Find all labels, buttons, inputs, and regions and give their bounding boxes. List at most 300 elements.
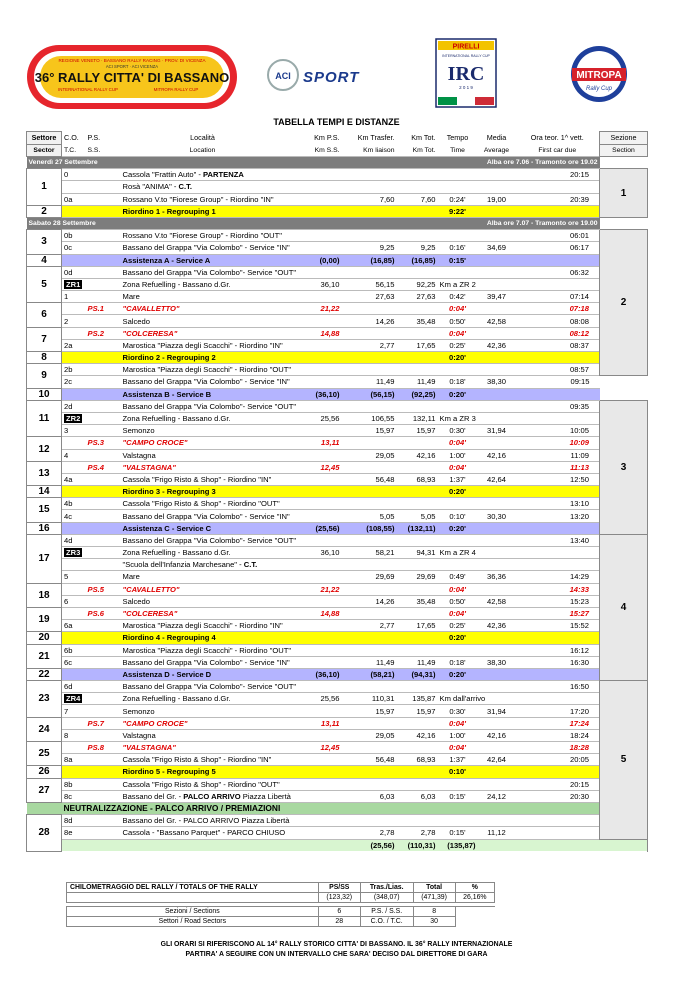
ps-cell: [86, 486, 121, 498]
sector-number: 5: [27, 266, 62, 303]
location-text: Bassano del Gr. - PALCO ARRIVO Piazza Libertà: [122, 816, 290, 826]
time-cell: 0:50': [438, 595, 478, 607]
col-header-first-car-en: First car due: [538, 146, 577, 154]
co-cell: 2: [62, 315, 86, 327]
km-ps-cell: [285, 486, 342, 498]
km-transfer-cell: [342, 766, 397, 778]
rally-totals-table: [66, 882, 495, 927]
time-cell: 1:37': [438, 473, 478, 485]
pirelli-brand: PIRELLI: [452, 43, 480, 51]
ps-cell: [86, 693, 121, 705]
location-text: "Scuola dell'Infanzia Marchesane" -: [122, 560, 244, 570]
average-cell: [478, 778, 516, 790]
ps-cell: [86, 266, 121, 278]
km-ps-cell: [285, 425, 342, 437]
co-cell: [62, 486, 86, 498]
average-cell: [478, 412, 516, 424]
km-total-cell: [397, 230, 438, 242]
footer-note-line1: GLI ORARI SI RIFERISCONO AL 14° RALLY STORICO CITTA' DI BASSANO. IL 36° RALLY INTERNAZIONALE: [160, 941, 513, 948]
location-text: Cassola "Frigo Risto & Shop" - Riordino "IN": [122, 474, 272, 484]
average-cell: 42,16: [478, 729, 516, 741]
km-total-cell: 35,48: [397, 315, 438, 327]
km-transfer-cell: [342, 742, 397, 754]
location-cell: [121, 278, 285, 290]
km-ps-cell: 14,88: [285, 327, 342, 339]
km-total-cell: 132,11: [397, 412, 438, 424]
aci-logo-text: SPORT: [303, 69, 360, 86]
km-ps-cell: [285, 754, 342, 766]
co-cell: 0a: [62, 193, 86, 205]
table-row: [27, 339, 648, 351]
km-ps-cell: [285, 193, 342, 205]
time-cell: 0:30': [438, 425, 478, 437]
location-text: Riordino 5 - Regrouping 5: [122, 767, 216, 777]
time-cell: Km dall'arrivo: [439, 694, 486, 704]
average-cell: [478, 522, 516, 534]
km-total-cell: 42,16: [397, 449, 438, 461]
location-cell: [121, 327, 285, 339]
location-cell: [121, 230, 285, 242]
location-cell: [121, 632, 285, 644]
section-number: 1: [600, 169, 648, 218]
bassano-logo-line1: REGIONE VENETO · BASSANO RALLY RACING · PROV. DI VICENZA: [58, 58, 206, 63]
km-ps-cell: [285, 315, 342, 327]
km-ps-cell: 21,22: [285, 583, 342, 595]
ps-cell: [86, 681, 121, 693]
location-cell: [121, 571, 285, 583]
ps-cell: [86, 766, 121, 778]
col-header-km-ps: Km P.S.: [314, 133, 340, 143]
table-row: [27, 717, 648, 729]
table-row: [27, 266, 648, 278]
co-cell: [62, 522, 86, 534]
location-cell: [121, 339, 285, 351]
ps-cell: PS.8: [86, 742, 121, 754]
ps-cell: [86, 595, 121, 607]
table-row: [27, 412, 648, 424]
location-cell: [121, 583, 285, 595]
first-car-cell: 10:05: [516, 425, 600, 437]
ps-cell: [86, 498, 121, 510]
km-total-cell: 135,87: [397, 693, 438, 705]
section-number: 3: [600, 400, 648, 534]
average-cell: [478, 766, 516, 778]
co-cell: 2c: [62, 376, 86, 388]
totals-head-transfer: Tras./Lias.: [360, 883, 413, 893]
km-ps-cell: 13,11: [285, 717, 342, 729]
co-cell: [62, 303, 86, 315]
totals-head-ps: PS/SS: [318, 883, 360, 893]
co-cell: 4d: [62, 534, 86, 546]
km-ps-cell: [285, 449, 342, 461]
average-cell: [478, 607, 516, 619]
time-cell: 0:25': [438, 339, 478, 351]
ps-cell: [86, 412, 121, 424]
col-header-sector: Settore: [27, 132, 62, 145]
location-cell: [121, 522, 285, 534]
location-cell: [121, 425, 285, 437]
table-row: [27, 522, 648, 534]
time-cell: [478, 839, 516, 851]
time-cell: [438, 534, 478, 546]
km-ps-cell: (25,56): [285, 522, 342, 534]
sector-number: 4: [27, 254, 62, 266]
km-total-cell: [397, 327, 438, 339]
ps-cell: [86, 400, 121, 412]
location-cell: [121, 766, 285, 778]
km-transfer-cell: (56,15): [342, 388, 397, 400]
km-ps-cell: (0,00): [285, 254, 342, 266]
time-cell: [438, 364, 478, 376]
table-row: [27, 437, 648, 449]
location-text: Bassano del Grappa "Via Colombo" - Service "IN": [122, 657, 290, 667]
location-cell: [121, 437, 285, 449]
km-transfer-cell: [342, 607, 397, 619]
first-car-cell: 20:15: [516, 169, 600, 181]
table-row: [27, 303, 648, 315]
km-total-cell: [397, 303, 438, 315]
ps-count-label: P.S. / S.S.: [360, 907, 413, 917]
location-text: Bassano del Grappa "Via Colombo"- Service "OUT": [122, 535, 297, 545]
average-cell: [478, 644, 516, 656]
sector-number: 11: [27, 400, 62, 437]
sector-number: 26: [27, 766, 62, 778]
location-text: "COLCERESA": [122, 609, 178, 619]
location-text: Semonzo: [122, 706, 155, 716]
ps-cell: [86, 790, 121, 802]
co-count-label: C.O. / T.C.: [360, 917, 413, 927]
km-total-cell: [397, 583, 438, 595]
average-cell: [478, 498, 516, 510]
section-number: 4: [600, 534, 648, 680]
km-transfer-cell: 14,26: [342, 315, 397, 327]
location-cell: [121, 668, 285, 680]
average-cell: [478, 400, 516, 412]
average-cell: [478, 205, 516, 217]
km-transfer-cell: [342, 486, 397, 498]
km-transfer-cell: [342, 230, 397, 242]
km-total-cell: [397, 181, 438, 193]
location-text: Assistenza A - Service A: [122, 255, 211, 265]
co-cell: 6b: [62, 644, 86, 656]
average-cell: [478, 717, 516, 729]
ps-cell: [86, 339, 121, 351]
first-car-cell: [516, 254, 600, 266]
sector-number: 12: [27, 437, 62, 461]
bassano-logo-main: 36° RALLY CITTA' DI BASSANO: [34, 70, 230, 85]
location-text: Rossano V.to "Fiorese Group" - Riordino "IN": [122, 194, 274, 204]
average-cell: [478, 534, 516, 546]
km-transfer-cell: [342, 266, 397, 278]
km-ps-cell: [285, 169, 342, 181]
ps-cell: [86, 510, 121, 522]
co-cell: [62, 327, 86, 339]
location-text: Salcedo: [122, 316, 150, 326]
first-car-cell: 18:28: [516, 742, 600, 754]
location-text: Rossano V.to "Fiorese Group" - Riordino "OUT": [122, 231, 282, 241]
totals-label: CHILOMETRAGGIO DEL RALLY / TOTALS OF THE RALLY: [67, 883, 319, 893]
km-ps-cell: [285, 364, 342, 376]
co-cell: [62, 742, 86, 754]
km-transfer-cell: [342, 205, 397, 217]
ps-cell: [86, 425, 121, 437]
footer-note: [0, 940, 673, 960]
co-cell: 4b: [62, 498, 86, 510]
first-car-cell: 09:35: [516, 400, 600, 412]
sectors-label: Settori / Road Sectors: [67, 917, 319, 927]
sector-number: 16: [27, 522, 62, 534]
neutralization-label: NEUTRALIZZAZIONE - PALCO ARRIVO / PREMIAZIONI: [62, 802, 600, 814]
km-transfer-cell: 2,78: [342, 827, 397, 839]
table-row: [27, 510, 648, 522]
time-cell: [438, 230, 478, 242]
location-bold-text: C.T.: [178, 182, 193, 192]
table-row: [27, 693, 648, 705]
first-car-cell: 18:24: [516, 729, 600, 741]
co-cell: 8b: [62, 778, 86, 790]
km-total-cell: [397, 632, 438, 644]
average-cell: 31,94: [478, 705, 516, 717]
time-cell: 0:04': [438, 607, 478, 619]
location-text: Marostica "Piazza degli Scacchi" - Riordino "IN": [122, 621, 283, 631]
ps-cell: [86, 473, 121, 485]
ps-cell: [86, 571, 121, 583]
km-transfer-cell: [342, 644, 397, 656]
location-cell: [121, 498, 285, 510]
average-cell: [478, 254, 516, 266]
km-total-cell: [397, 266, 438, 278]
average-cell: 19,00: [478, 193, 516, 205]
bassano-logo-sub-right: MITROPA RALLY CUP: [153, 87, 199, 92]
co-cell: [62, 254, 86, 266]
time-cell: 0:10': [438, 510, 478, 522]
location-text: Marostica "Piazza degli Scacchi" - Riordino "OUT": [122, 365, 292, 375]
km-total-cell: [397, 717, 438, 729]
km-total-cell: [397, 364, 438, 376]
irc-mark: IRC: [447, 63, 485, 85]
co-cell: 7: [62, 705, 86, 717]
km-ps-cell: [285, 815, 342, 827]
location-cell: [121, 510, 290, 522]
km-ps-cell: [285, 595, 342, 607]
table-row: [27, 291, 648, 303]
first-car-cell: 11:09: [516, 449, 600, 461]
location-cell: [121, 315, 285, 327]
table-row: [27, 193, 648, 205]
average-cell: 30,30: [478, 510, 516, 522]
time-cell: 1:00': [438, 449, 478, 461]
km-ps-cell: [285, 181, 342, 193]
km-ps-cell: [285, 352, 342, 364]
location-text: Semonzo: [122, 426, 155, 436]
sector-number: 8: [27, 352, 62, 364]
average-cell: [478, 169, 516, 181]
ps-cell: PS.7: [86, 717, 121, 729]
first-car-cell: 06:17: [516, 242, 600, 254]
co-cell: 0b: [62, 230, 86, 242]
ps-cell: [86, 449, 121, 461]
km-total-cell: (135,87): [438, 839, 478, 851]
co-cell: [62, 412, 86, 424]
refuelling-zone-badge: ZR3: [66, 548, 81, 558]
col-header-section: Sezione: [600, 132, 648, 145]
location-text: Zona Refuelling - Bassano d.Gr.: [122, 414, 231, 424]
location-text: Cassola "Frigo Risto & Shop" - Riordino "OUT": [122, 499, 280, 509]
location-text: Assistenza B - Service B: [122, 389, 212, 399]
ps-cell: [86, 193, 121, 205]
average-cell: 38,30: [478, 656, 516, 668]
irc-line: INTERNATIONAL RALLY CUP: [442, 54, 490, 58]
km-total-cell: 92,25: [397, 278, 438, 290]
km-total-cell: 7,60: [397, 193, 438, 205]
time-cell: [438, 681, 478, 693]
km-transfer-cell: [342, 534, 397, 546]
km-total-cell: 42,16: [397, 729, 438, 741]
average-cell: [478, 327, 516, 339]
ps-cell: [86, 181, 121, 193]
average-cell: 36,36: [478, 571, 516, 583]
first-car-cell: 15:52: [516, 620, 600, 632]
location-text: Zona Refuelling - Bassano d.Gr.: [122, 548, 231, 558]
average-cell: 34,69: [478, 242, 516, 254]
first-car-cell: 20:15: [516, 778, 600, 790]
km-ps-cell: [285, 705, 342, 717]
co-cell: [62, 205, 86, 217]
col-header-km-liaison: Km liaison: [363, 146, 395, 154]
average-cell: [478, 364, 516, 376]
table-row: [27, 181, 648, 193]
location-text: Bassano del Grappa "Via Colombo" - Service "IN": [122, 377, 290, 387]
ps-cell: [86, 827, 121, 839]
km-total-cell: (132,11): [397, 522, 438, 534]
table-row: [27, 376, 648, 388]
ps-cell: PS.2: [86, 327, 121, 339]
km-transfer-cell: [342, 437, 397, 449]
km-total-cell: 11,49: [397, 376, 438, 388]
totals-head-total: Total: [413, 883, 455, 893]
km-ps-cell: [285, 790, 342, 802]
km-total-cell: [397, 498, 438, 510]
km-total-cell: 94,31: [397, 547, 438, 559]
time-cell: 0:20': [438, 352, 478, 364]
km-ps-cell: [285, 242, 342, 254]
time-cell: 0:20': [438, 632, 478, 644]
time-cell: 0:04': [438, 717, 478, 729]
location-cell: [121, 181, 285, 193]
ps-cell: [86, 242, 121, 254]
table-row: [27, 486, 648, 498]
location-cell: [121, 778, 285, 790]
table-row: [27, 839, 648, 851]
location-text: Riordino 3 - Regrouping 3: [122, 487, 216, 497]
time-cell: 0:18': [438, 376, 478, 388]
location-cell: [121, 412, 285, 424]
km-ps-cell: [285, 632, 342, 644]
time-cell: 0:04': [438, 583, 478, 595]
location-cell: [121, 254, 285, 266]
location-text: Riordino 1 - Regrouping 1: [122, 206, 216, 216]
km-total-cell: [397, 766, 438, 778]
table-row: [27, 449, 648, 461]
km-transfer-cell: [342, 352, 397, 364]
totals-spacer: [67, 893, 319, 903]
location-text: "CAMPO CROCE": [122, 438, 188, 448]
location-text: "VALSTAGNA": [122, 743, 176, 753]
location-cell: [121, 400, 297, 412]
table-row: [27, 254, 648, 266]
km-ps-cell: 36,10: [285, 547, 342, 559]
co-cell: [62, 181, 86, 193]
day-header-row: [27, 217, 648, 229]
ps-cell: [86, 729, 121, 741]
table-row: [27, 644, 648, 656]
location-text: Marostica "Piazza degli Scacchi" - Riordino "IN": [122, 340, 283, 350]
sector-number: 7: [27, 327, 62, 351]
col-header-ss: S.S.: [87, 146, 101, 154]
co-cell: [62, 559, 86, 571]
first-car-cell: [516, 352, 600, 364]
time-cell: 0:16': [438, 242, 478, 254]
co-cell: [62, 461, 86, 473]
table-row: [27, 327, 648, 339]
km-total-cell: 6,03: [397, 790, 438, 802]
km-transfer-cell: 56,15: [342, 278, 397, 290]
co-cell: 6: [62, 595, 86, 607]
location-text: Bassano del Grappa "Via Colombo"- Service "OUT": [122, 682, 297, 692]
logo-band: [0, 0, 673, 115]
first-car-cell: [516, 486, 600, 498]
time-cell: 0:20': [438, 522, 478, 534]
km-transfer-cell: [342, 169, 397, 181]
km-total-cell: 29,69: [397, 571, 438, 583]
km-transfer-cell: 11,49: [342, 656, 397, 668]
average-cell: 42,16: [478, 449, 516, 461]
km-ps-cell: [285, 230, 342, 242]
km-total-cell: 11,49: [397, 656, 438, 668]
ps-cell: [86, 364, 121, 376]
km-total-cell: 5,05: [397, 510, 438, 522]
bassano-logo-line2: ACI SPORT · ACI VICENZA: [105, 64, 159, 69]
co-cell: 0d: [62, 266, 86, 278]
location-text: Assistenza D - Service D: [122, 669, 212, 679]
first-car-cell: 08:12: [516, 327, 600, 339]
km-transfer-cell: [342, 303, 397, 315]
time-cell: Km a ZR 3: [439, 414, 476, 424]
location-text: "CAVALLETTO": [122, 304, 180, 314]
ps-cell: PS.1: [86, 303, 121, 315]
km-ps-cell: [285, 510, 342, 522]
average-cell: 42,58: [478, 315, 516, 327]
location-text: Assistenza C - Service C: [122, 523, 212, 533]
average-cell: [478, 388, 516, 400]
totals-ps-value: (123,32): [318, 893, 360, 903]
co-cell: 8c: [62, 790, 86, 802]
table-row: [27, 681, 648, 693]
km-transfer-cell: (108,55): [342, 522, 397, 534]
totals-total-value: (471,39): [413, 893, 455, 903]
location-text: Riordino 2 - Regrouping 2: [122, 353, 216, 363]
average-cell: [516, 839, 600, 851]
km-total-cell: 17,65: [397, 620, 438, 632]
average-cell: [478, 278, 516, 290]
co-cell: 8d: [62, 815, 86, 827]
location-text: Zona Refuelling - Bassano d.Gr.: [122, 279, 231, 289]
time-cell: 0:20': [438, 388, 478, 400]
co-cell: 4a: [62, 473, 86, 485]
first-car-cell: 13:10: [516, 498, 600, 510]
sectors-value: 28: [318, 917, 360, 927]
average-cell: [478, 266, 516, 278]
